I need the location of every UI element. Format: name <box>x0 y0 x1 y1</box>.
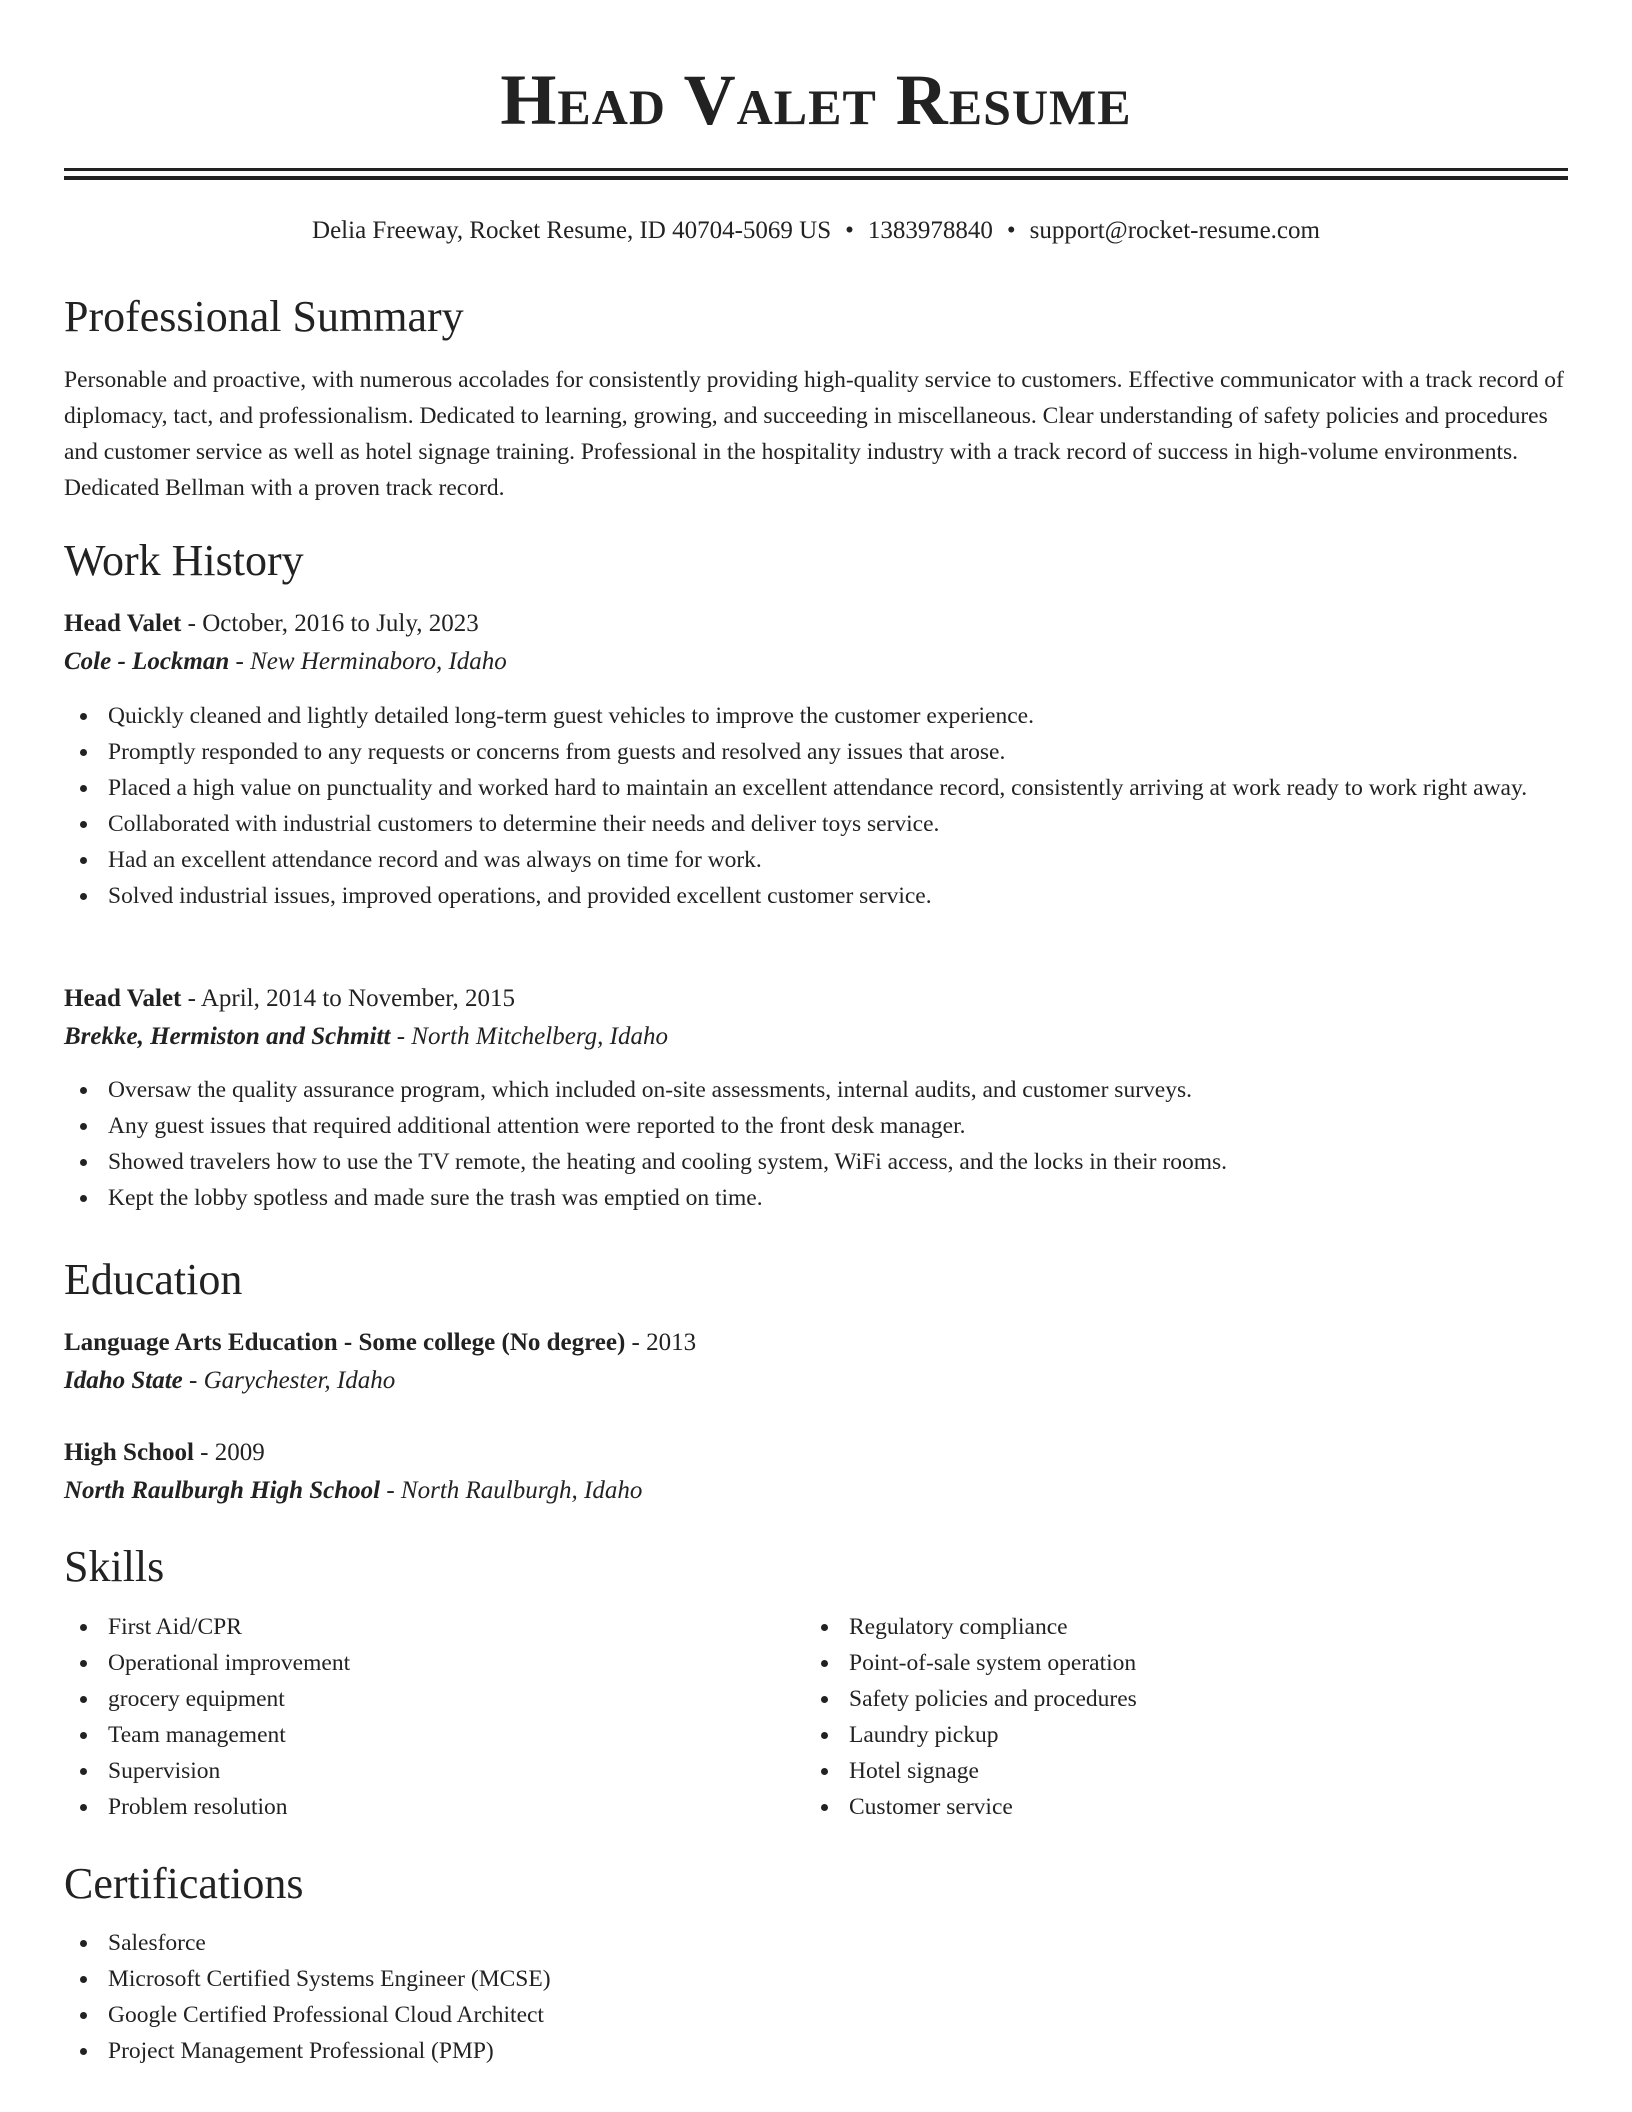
job-company-line <box>64 1019 668 1055</box>
list-item: grocery equipment <box>64 1681 794 1717</box>
job-title-line <box>64 981 515 1017</box>
education-school-line <box>64 1473 642 1509</box>
summary-text: Personable and proactive, with numerous accolades for consistently providing high-quality service to customers. Effective communicator with a track record of diplomacy, tact, and professionalism. Dedicated to learning, growing, and succeeding in miscellaneous. Clear understanding of safety policies and procedures and customer service as well as hotel signage training. Professional in the hospitality industry with a track record of success in high-volume environments. Dedicated Bellman with a proven track record. <box>64 367 1564 501</box>
job-duties-list <box>64 1072 1568 1216</box>
job-title: Head Valet <box>64 610 182 637</box>
contact-email[interactable]: support@rocket-resume.com <box>1029 217 1320 244</box>
education-location: - Garychester, Idaho <box>182 1367 396 1394</box>
resume-title: Head Valet Resume <box>500 60 1132 140</box>
job-company: Brekke, Hermiston and Schmitt <box>64 1023 391 1050</box>
list-item: Laundry pickup <box>805 1717 1565 1753</box>
list-item: Point-of-sale system operation <box>805 1645 1565 1681</box>
skills-list-right <box>805 1609 1565 1825</box>
job-company: Cole - Lockman <box>64 648 230 675</box>
list-item: Team management <box>64 1717 794 1753</box>
job-dates: - October, 2016 to July, 2023 <box>181 610 479 637</box>
education-degree-line <box>64 1325 696 1361</box>
certifications-heading: Certifications <box>64 1859 304 1908</box>
contact-phone: 1383978840 <box>867 217 993 244</box>
list-item: Placed a high value on punctuality and worked hard to maintain an excellent attendance record, consistently arriving at work ready to work right away. <box>64 770 1568 806</box>
list-item: Google Certified Professional Cloud Architect <box>64 1997 1568 2033</box>
job-title-line <box>64 606 479 642</box>
list-item: Oversaw the quality assurance program, which included on-site assessments, internal audits, and customer surveys. <box>64 1072 1568 1108</box>
list-item: Had an excellent attendance record and was always on time for work. <box>64 842 1568 878</box>
education-school: North Raulburgh High School <box>64 1477 381 1504</box>
job-dates: - April, 2014 to November, 2015 <box>181 985 516 1012</box>
education-year: - 2013 <box>625 1329 697 1356</box>
education-degree: Language Arts Education - Some college (No degree) <box>64 1329 626 1356</box>
list-item: Solved industrial issues, improved operations, and provided excellent customer service. <box>64 878 1568 914</box>
education-degree-line <box>64 1435 265 1471</box>
list-item: Customer service <box>805 1789 1565 1825</box>
list-item: Safety policies and procedures <box>805 1681 1565 1717</box>
list-item: Any guest issues that required additional attention were reported to the front desk manager. <box>64 1108 1568 1144</box>
contact-separator: • <box>1006 217 1016 244</box>
work-history-heading: Work History <box>64 536 304 585</box>
skills-list-left <box>64 1609 794 1825</box>
list-item: Quickly cleaned and lightly detailed long-term guest vehicles to improve the customer experience. <box>64 698 1568 734</box>
summary-heading: Professional Summary <box>64 292 464 341</box>
title-divider-top <box>64 168 1568 171</box>
list-item: Kept the lobby spotless and made sure the trash was emptied on time. <box>64 1180 1568 1216</box>
contact-separator: • <box>845 217 854 244</box>
job-location: - New Herminaboro, Idaho <box>229 648 507 675</box>
job-company-line <box>64 644 507 680</box>
education-school: Idaho State <box>64 1367 183 1394</box>
education-location: - North Raulburgh, Idaho <box>380 1477 643 1504</box>
education-heading: Education <box>64 1255 243 1304</box>
title-divider-bottom <box>64 176 1568 180</box>
list-item: Operational improvement <box>64 1645 794 1681</box>
job-location: - North Mitchelberg, Idaho <box>390 1023 668 1050</box>
list-item: Supervision <box>64 1753 794 1789</box>
contact-address: Delia Freeway, Rocket Resume, ID 40704-5069 US <box>312 217 832 244</box>
education-degree: High School <box>64 1439 194 1466</box>
list-item: Salesforce <box>64 1925 1568 1961</box>
certifications-list <box>64 1925 1568 2069</box>
list-item: Showed travelers how to use the TV remote, the heating and cooling system, WiFi access, and the locks in their rooms. <box>64 1144 1568 1180</box>
education-school-line <box>64 1363 395 1399</box>
list-item: Project Management Professional (PMP) <box>64 2033 1568 2069</box>
list-item: Hotel signage <box>805 1753 1565 1789</box>
list-item: Problem resolution <box>64 1789 794 1825</box>
job-title: Head Valet <box>64 985 182 1012</box>
list-item: Microsoft Certified Systems Engineer (MCSE) <box>64 1961 1568 1997</box>
contact-line <box>0 214 1632 248</box>
job-duties-list <box>64 698 1568 914</box>
list-item: First Aid/CPR <box>64 1609 794 1645</box>
list-item: Collaborated with industrial customers to determine their needs and deliver toys service. <box>64 806 1568 842</box>
skills-heading: Skills <box>64 1542 165 1591</box>
list-item: Regulatory compliance <box>805 1609 1565 1645</box>
list-item: Promptly responded to any requests or concerns from guests and resolved any issues that arose. <box>64 734 1568 770</box>
education-year: - 2009 <box>193 1439 265 1466</box>
